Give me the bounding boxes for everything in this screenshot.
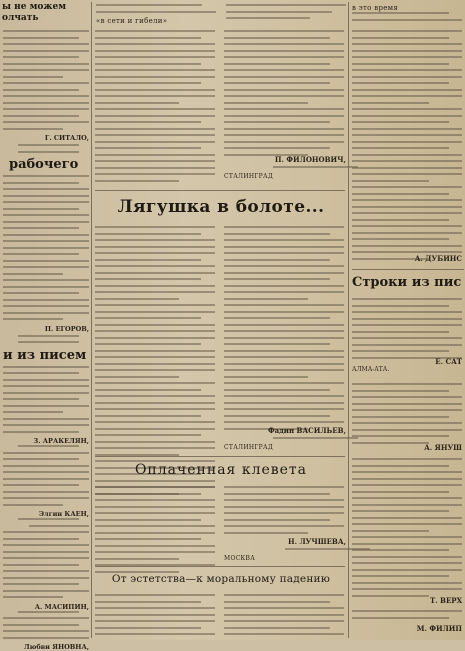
center-top-col-a <box>95 30 215 190</box>
left-text-block-2 <box>3 175 89 320</box>
right-signature-1-name: А. ДУБИНС <box>414 254 462 263</box>
right-text-block-4 <box>352 458 462 598</box>
center-mid-col-b <box>224 226 344 426</box>
right-signature-4 <box>352 596 462 608</box>
left-text-block-4 <box>3 452 89 506</box>
center-signature-1-place: СТАЛИНГРАД <box>224 172 274 180</box>
right-text-block-3 <box>352 383 462 443</box>
center-signature-1-name: П. ФИЛОНОВИЧ, <box>274 155 346 164</box>
left-text-block-5 <box>3 531 89 598</box>
center-signature-1 <box>224 155 346 185</box>
right-signature-2 <box>352 357 462 381</box>
left-signature-1: Г. СИТАЛО, <box>44 134 89 142</box>
kleveta-col-b <box>224 486 344 536</box>
top-left-heading-line-2: олчать <box>2 13 39 23</box>
right-divider-1 <box>352 269 464 270</box>
left-signature-5: А. МАСИПИН, <box>34 602 89 611</box>
bottom-headline-block <box>95 568 347 590</box>
top-center-phrase: «в сети и гибели» <box>96 17 168 25</box>
center-signature-3-name: Н. ЛУЧШЕВА, <box>287 537 346 546</box>
bottom-headline: От эстетства—к моральному падению <box>111 573 331 585</box>
center-divider-2 <box>95 456 345 457</box>
main-headline: Лягушка в болоте... <box>117 197 325 217</box>
left-headline-2: и из писем <box>3 347 87 363</box>
center-top-col-b <box>224 30 344 160</box>
column-rule-1 <box>91 2 92 638</box>
top-right-phrase: в это время <box>352 4 399 12</box>
right-headline: Строки из пис <box>352 275 462 290</box>
right-signature-5-name: М. ФИЛИП <box>416 624 462 633</box>
left-signature-4: Элгин КАЕН, <box>38 510 89 518</box>
top-left-heading <box>2 2 90 28</box>
top-left-heading-line-1: ы не можем <box>2 2 67 12</box>
center-signature-3-place: МОСКВА <box>224 554 256 562</box>
left-text-block-1 <box>3 30 89 130</box>
right-headline-block <box>352 272 465 296</box>
right-signature-2-name: Е. САТ <box>435 357 462 366</box>
left-text-block-6 <box>3 617 89 639</box>
main-headline-block <box>95 193 347 223</box>
center-divider-3 <box>95 566 345 567</box>
right-signature-3 <box>352 443 462 455</box>
left-signature-3: З. АРАКЕЛЯН, <box>33 437 89 445</box>
right-signature-5 <box>352 624 462 636</box>
center-divider-1 <box>95 190 345 191</box>
top-right-text <box>352 4 462 28</box>
top-center-text <box>96 4 216 28</box>
top-center-right-text <box>226 4 346 28</box>
right-signature-3-name: А. ЯНУШ <box>424 443 462 452</box>
kleveta-col-a <box>95 486 215 564</box>
right-signature-4-name: Т. ВЕРХ <box>429 596 462 605</box>
left-column <box>3 30 89 651</box>
kleveta-headline-block <box>95 458 347 482</box>
center-signature-2-place: СТАЛИНГРАД <box>224 443 274 451</box>
right-place-1: АЛМА-АТА. <box>352 366 390 373</box>
center-signature-2-name: Фадин ВАСИЛЬЕВ, <box>267 426 346 435</box>
left-text-block-3 <box>3 366 89 433</box>
left-headline-1: рабочего <box>9 157 79 172</box>
left-bottom-name: Любви ЯНОВНА, <box>23 643 89 651</box>
bottom-col-a <box>95 594 215 638</box>
center-signature-2 <box>224 426 346 454</box>
bottom-col-b <box>224 594 344 638</box>
right-top-text <box>352 30 462 255</box>
right-text-block-2 <box>352 298 462 356</box>
kleveta-headline: Оплаченная клевета <box>134 462 308 478</box>
column-rule-2 <box>348 2 349 638</box>
right-signature-1 <box>352 254 462 268</box>
center-signature-3 <box>224 537 346 565</box>
left-signature-2: П. ЕГОРОВ, <box>44 324 89 333</box>
center-mid-col-a <box>95 226 215 454</box>
